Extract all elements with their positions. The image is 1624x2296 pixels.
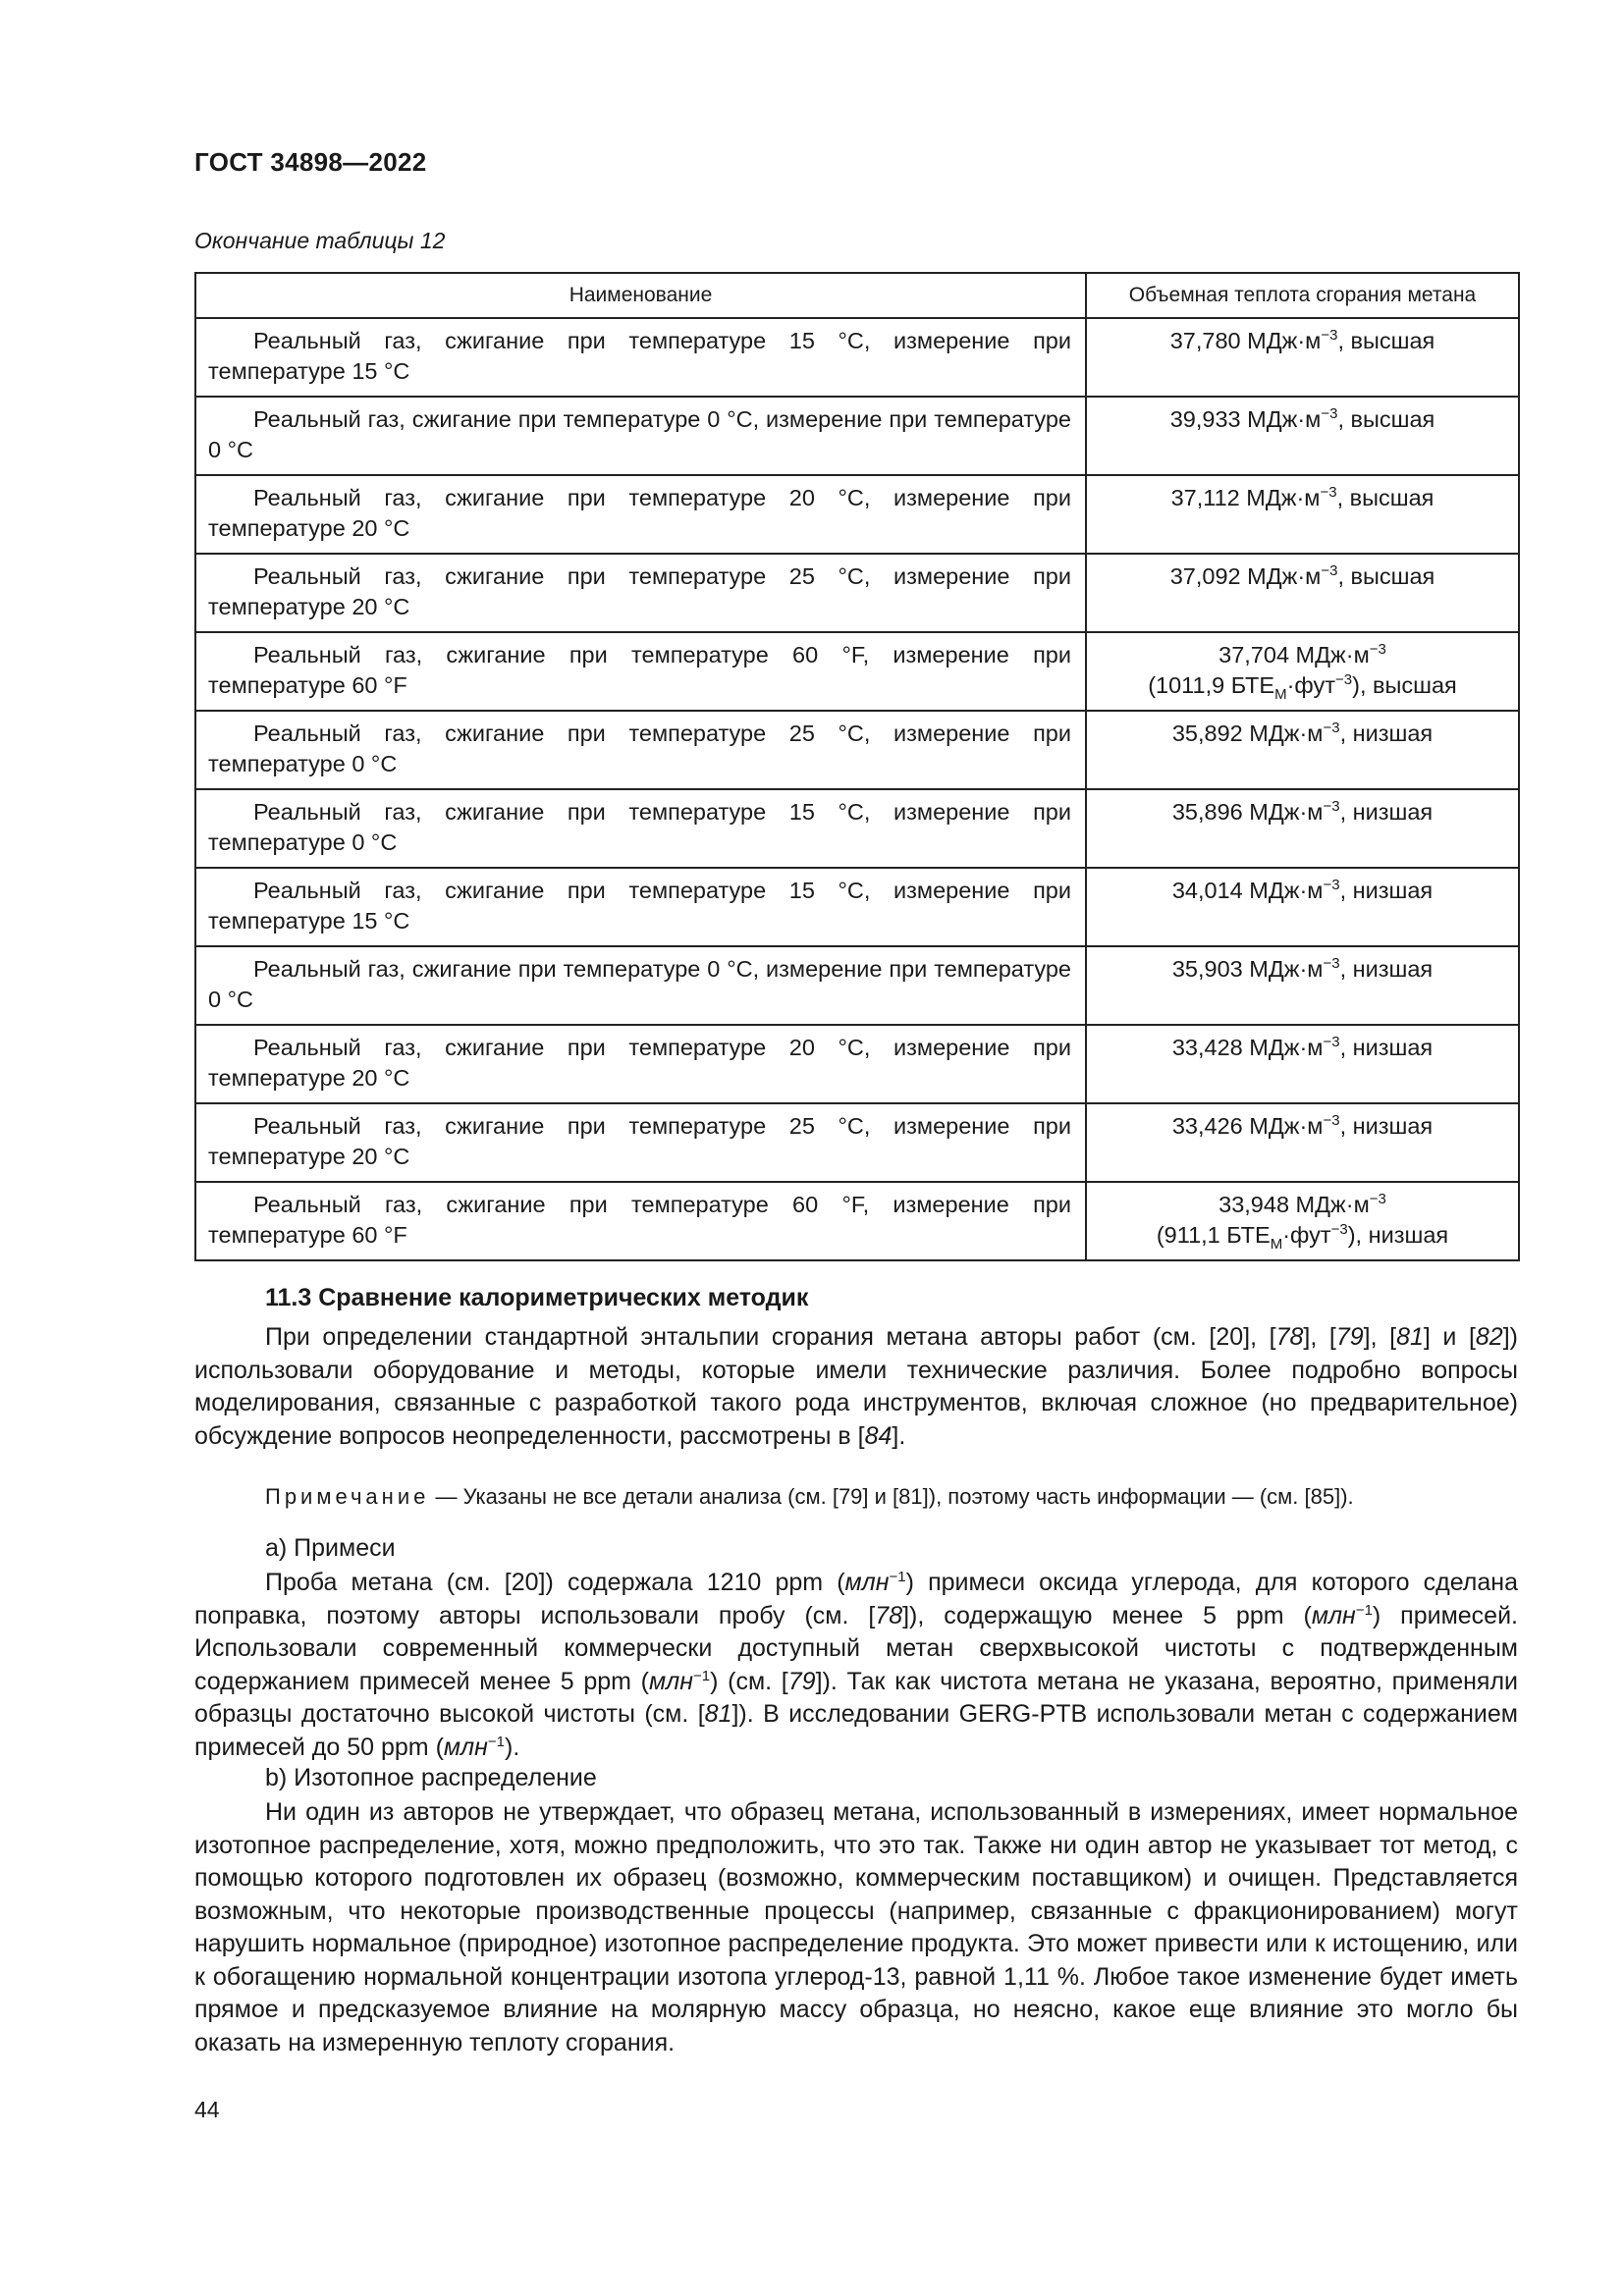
table-cell-name: Реальный газ, сжигание при температуре 20 °С, измерение при температуре 20 °С: [195, 1025, 1086, 1103]
note-text: — Указаны не все детали анализа (см. [79] и [81]), поэтому часть информации — (см. [85]).: [429, 1484, 1354, 1509]
table-cell-name: Реальный газ, сжигание при температуре 15 °С, измерение при температуре 0 °С: [195, 789, 1086, 868]
table-cell-value: 35,903 $МДж\cdot м^{-3}$, низшая: [1086, 946, 1519, 1025]
column-header-value: Объемная теплота сгорания метана: [1086, 273, 1519, 318]
table-row: [195, 711, 1519, 789]
table-row: [195, 318, 1519, 397]
table-cell-name: Реальный газ, сжигание при температуре 25 °С, измерение при температуре 0 °С: [195, 711, 1086, 789]
table-cell-name: Реальный газ, сжигание при температуре 60 °F, измерение при температуре 60 °F: [195, 1182, 1086, 1260]
table-cell-value: 35,892 $МДж\cdot м^{-3}$, низшая: [1086, 711, 1519, 789]
table-row: [195, 946, 1519, 1025]
section-title: 11.3 Сравнение калориметрических методик: [265, 1284, 809, 1311]
table-cell-value: 37,704 $МДж\cdot м^{-3}$ (1011,9 $БТЕ_М\cdot фут^{-3}$), высшая: [1086, 632, 1519, 711]
table-row: [195, 1025, 1519, 1103]
table-cell-value: 37,112 $МДж\cdot м^{-3}$, высшая: [1086, 475, 1519, 554]
table-cell-value: 37,780 $МДж\cdot м^{-3}$, высшая: [1086, 318, 1519, 397]
table-caption: Окончание таблицы 12: [194, 228, 446, 253]
document-header: ГОСТ 34898—2022: [194, 147, 427, 177]
paragraph-isotopes: Ни один из авторов не утверждает, что образец метана, использованный в измерениях, имеет нормальное изотопное распределение, хотя, можно предположить, что это так. Также ни один автор не указывает тот метод, с помощью которого подготовлен их образец (возможно, коммерческим поставщиком) и очищен. Представляется возможным, что некоторые производственные процессы (например, связанные с фракционированием) могут нарушить нормальное (природное) изотопное распределение продукта. Это может привести или к истощению, или к обогащению нормальной концентрации изотопа углерод-13, равной 1,11 %. Любое такое изменение будет иметь прямое и предсказуемое влияние на молярную массу образца, но неясно, какое еще влияние это могло бы оказать на измеренную теплоту сгорания.: [194, 1798, 1518, 2056]
table-cell-name: Реальный газ, сжигание при температуре 25 °С, измерение при температуре 20 °С: [195, 1103, 1086, 1182]
table-row: [195, 1103, 1519, 1182]
table-header-row: [195, 273, 1519, 318]
table-cell-name: Реальный газ, сжигание при температуре 0 °С, измерение при температуре 0 °С: [195, 397, 1086, 475]
table-cell-name: Реальный газ, сжигание при температуре 15 °С, измерение при температуре 15 °С: [195, 868, 1086, 946]
table-cell-name: Реальный газ, сжигание при температуре 15 °С, измерение при температуре 15 °С: [195, 318, 1086, 397]
table-cell-name: Реальный газ, сжигание при температуре 60 °F, измерение при температуре 60 °F: [195, 632, 1086, 711]
item-a-heading: а) Примеси: [265, 1534, 396, 1562]
table-row: [195, 632, 1519, 711]
note: [265, 1482, 1354, 1512]
table-row: [195, 554, 1519, 632]
heat-of-combustion-table: [194, 272, 1520, 1261]
page-number: 44: [194, 2097, 220, 2122]
table-cell-name: Реальный газ, сжигание при температуре 25 °С, измерение при температуре 20 °С: [195, 554, 1086, 632]
table-row: [195, 1182, 1519, 1260]
table-row: [195, 397, 1519, 475]
table-cell-value: 33,428 $МДж\cdot м^{-3}$, низшая: [1086, 1025, 1519, 1103]
table-row: [195, 868, 1519, 946]
table-cell-value: 34,014 $МДж\cdot м^{-3}$, низшая: [1086, 868, 1519, 946]
table-cell-name: Реальный газ, сжигание при температуре 20 °С, измерение при температуре 20 °С: [195, 475, 1086, 554]
table-cell-value: 35,896 $МДж\cdot м^{-3}$, низшая: [1086, 789, 1519, 868]
table-cell-value: 33,426 $МДж\cdot м^{-3}$, низшая: [1086, 1103, 1519, 1182]
item-b-heading: b) Изотопное распределение: [265, 1764, 597, 1791]
note-label: Примечание: [265, 1484, 430, 1509]
table-row: [195, 475, 1519, 554]
table-cell-value: 37,092 $МДж\cdot м^{-3}$, высшая: [1086, 554, 1519, 632]
paragraph-impurities: Проба метана (см. [20]) содержала 1210 ppm (млн$^{-1}$) примеси оксида углерода, для которого сделана поправка, поэтому авторы использовали пробу (см. [78]), содержащую менее 5 ppm (млн$^{-1}$) примесей. Использовали современный коммерчески доступный метан сверхвысокой чистоты с подтвержденным содержанием примесей менее 5 ppm (млн$^{-1}$) (см. [79]). Так как чистота метана не указана, вероятно, применяли образцы достаточно высокой чистоты (см. [81]). В исследовании GERG-PTB использовали метан с содержанием примесей до 50 ppm (млн$^{-1}$).: [194, 1569, 1519, 1761]
table-cell-value: 39,933 $МДж\cdot м^{-3}$, высшая: [1086, 397, 1519, 475]
paragraph-methods: При определении стандартной энтальпии сгорания метана авторы работ (см. [20], [78], [79], [81] и [82]) использовали оборудование и методы, которые имели технические различия. Более подробно вопросы моделирования, связанные с разработкой такого рода инструментов, включая сложное (но предварительное) обсуждение вопросов неопределенности, рассмотрены в [84].: [194, 1323, 1518, 1450]
column-header-name: Наименование: [195, 273, 1086, 318]
table-cell-value: 33,948 $МДж\cdot м^{-3}$ (911,1 $БТЕ_М\cdot фут^{-3}$), низшая: [1086, 1182, 1519, 1260]
table-cell-name: Реальный газ, сжигание при температуре 0 °С, измерение при температуре 0 °С: [195, 946, 1086, 1025]
table-row: [195, 789, 1519, 868]
